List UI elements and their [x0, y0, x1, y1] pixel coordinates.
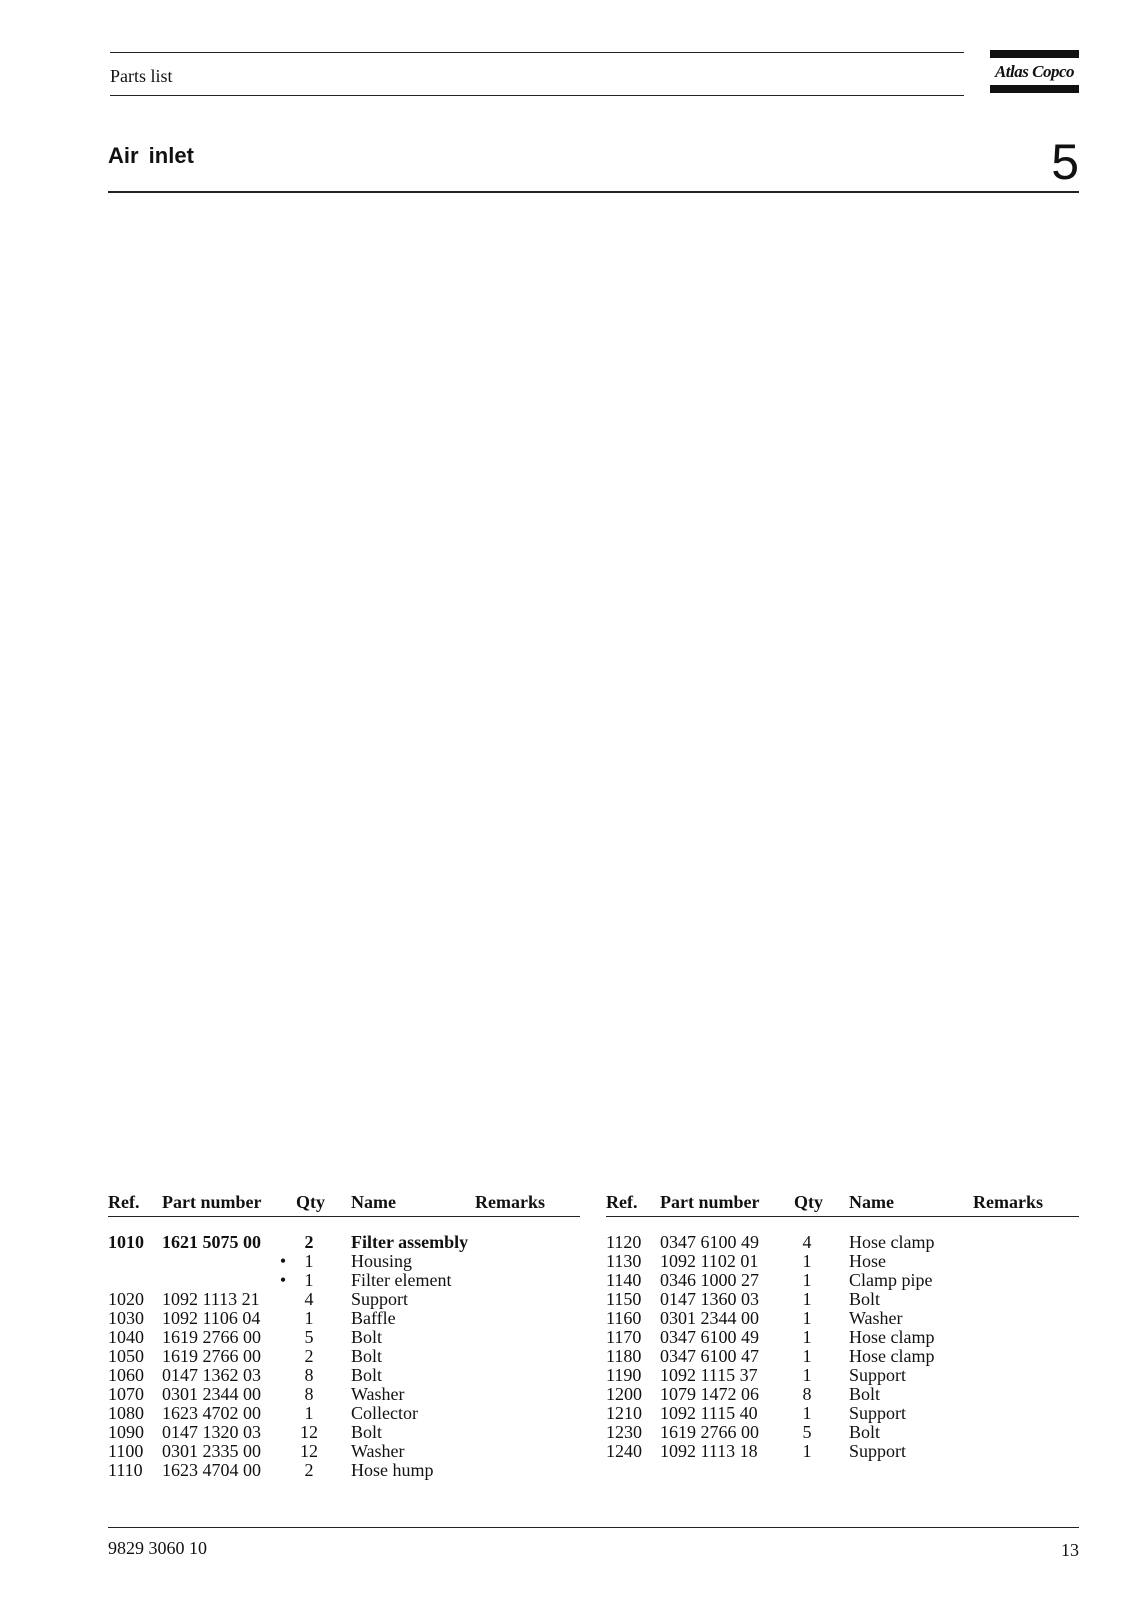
qty-cell: 1 — [304, 1251, 314, 1271]
table-row — [108, 1233, 580, 1252]
table-row — [108, 1461, 580, 1480]
qty-cell: 4 — [802, 1232, 812, 1252]
qty-cell: 8 — [304, 1365, 314, 1385]
parts-table-left — [108, 1190, 580, 1480]
ref-cell: 1040 — [108, 1327, 144, 1347]
table-row — [108, 1290, 580, 1309]
illustration-area — [108, 200, 1079, 1180]
ref-cell: 1030 — [108, 1308, 144, 1328]
part-number-cell: 1619 2766 00 — [162, 1346, 261, 1366]
table-row — [606, 1347, 1079, 1366]
table-row — [108, 1404, 580, 1423]
part-number-cell: 0347 6100 49 — [660, 1232, 759, 1252]
ref-cell: 1210 — [606, 1403, 642, 1423]
qty-cell: 4 — [304, 1289, 314, 1309]
sub-item-bullet: • — [279, 1251, 287, 1271]
ref-cell: 1180 — [606, 1346, 642, 1366]
name-cell: Clamp pipe — [849, 1270, 933, 1290]
name-cell: Support — [849, 1403, 907, 1423]
qty-cell: 1 — [802, 1441, 812, 1461]
name-cell: Collector — [351, 1403, 418, 1423]
ref-cell: 1060 — [108, 1365, 144, 1385]
qty-cell: 1 — [802, 1289, 812, 1309]
part-number-cell: 1092 1115 37 — [660, 1365, 758, 1385]
table-row — [606, 1328, 1079, 1347]
qty-cell: 1 — [304, 1270, 314, 1290]
ref-cell: 1110 — [108, 1460, 143, 1480]
table-row — [108, 1328, 580, 1347]
table-row — [606, 1366, 1079, 1385]
table-row — [606, 1385, 1079, 1404]
qty-cell: 12 — [300, 1422, 318, 1442]
name-cell: Bolt — [351, 1327, 383, 1347]
table-row — [606, 1290, 1079, 1309]
part-number-cell: 1623 4702 00 — [162, 1403, 261, 1423]
part-number-cell: 1079 1472 06 — [660, 1384, 759, 1404]
column-header-name: Name — [351, 1192, 396, 1212]
table-row — [606, 1442, 1079, 1461]
part-number-cell: 0301 2344 00 — [660, 1308, 759, 1328]
name-cell: Baffle — [351, 1308, 396, 1328]
qty-cell: 2 — [304, 1346, 314, 1366]
qty-cell: 1 — [304, 1403, 314, 1423]
ref-cell: 1160 — [606, 1308, 642, 1328]
name-cell: Housing — [351, 1251, 413, 1271]
column-header-remarks: Remarks — [475, 1192, 545, 1212]
column-header-name: Name — [849, 1192, 894, 1212]
name-cell: Washer — [351, 1384, 405, 1404]
header-top-rule — [110, 52, 964, 53]
ref-cell: 1090 — [108, 1422, 144, 1442]
qty-cell: 1 — [802, 1308, 812, 1328]
column-header-part-number: Part number — [162, 1192, 262, 1212]
ref-cell: 1240 — [606, 1441, 642, 1461]
name-cell: Hose clamp — [849, 1232, 935, 1252]
ref-cell: 1130 — [606, 1251, 642, 1271]
table-header — [606, 1190, 1079, 1217]
name-cell: Hose clamp — [849, 1346, 935, 1366]
logo-bar-top — [990, 50, 1079, 58]
part-number-cell: 1619 2766 00 — [660, 1422, 759, 1442]
qty-cell: 1 — [802, 1403, 812, 1423]
ref-cell: 1190 — [606, 1365, 642, 1385]
table-row — [108, 1366, 580, 1385]
table-row — [606, 1309, 1079, 1328]
part-number-cell: 0147 1362 03 — [162, 1365, 261, 1385]
table-row — [108, 1423, 580, 1442]
name-cell: Washer — [351, 1441, 405, 1461]
ref-cell: 1230 — [606, 1422, 642, 1442]
table-row — [108, 1385, 580, 1404]
column-header-ref: Ref. — [606, 1192, 638, 1212]
part-number-cell: 1621 5075 00 — [162, 1232, 261, 1252]
table-row — [606, 1271, 1079, 1290]
column-header-ref: Ref. — [108, 1192, 140, 1212]
ref-cell: 1200 — [606, 1384, 642, 1404]
name-cell: Support — [849, 1441, 907, 1461]
qty-cell: 5 — [304, 1327, 314, 1347]
part-number-cell: 1092 1113 21 — [162, 1289, 260, 1309]
name-cell: Bolt — [849, 1289, 881, 1309]
qty-cell: 2 — [304, 1232, 314, 1252]
column-header-qty: Qty — [296, 1192, 325, 1212]
table-row — [108, 1252, 580, 1271]
qty-cell: 1 — [802, 1327, 812, 1347]
atlas-copco-logo — [990, 50, 1079, 94]
name-cell: Support — [351, 1289, 409, 1309]
table-row — [108, 1271, 580, 1290]
part-number-cell: 0347 6100 47 — [660, 1346, 759, 1366]
qty-cell: 1 — [304, 1308, 314, 1328]
header-bottom-rule — [110, 95, 964, 96]
table-row — [108, 1347, 580, 1366]
part-number-cell: 1619 2766 00 — [162, 1327, 261, 1347]
logo-wordmark: Atlas Copco — [994, 62, 1075, 81]
name-cell: Bolt — [351, 1346, 383, 1366]
sub-item-bullet: • — [279, 1270, 287, 1290]
page-number: 13 — [1061, 1540, 1079, 1560]
ref-cell: 1150 — [606, 1289, 642, 1309]
table-row — [108, 1309, 580, 1328]
table-body — [108, 1217, 580, 1480]
ref-cell: 1020 — [108, 1289, 144, 1309]
column-header-part-number: Part number — [660, 1192, 760, 1212]
qty-cell: 8 — [802, 1384, 812, 1404]
qty-cell: 1 — [802, 1365, 812, 1385]
name-cell: Hose clamp — [849, 1327, 935, 1347]
part-number-cell: 0301 2344 00 — [162, 1384, 261, 1404]
section-number: 5 — [1051, 134, 1079, 190]
part-number-cell: 1092 1102 01 — [660, 1251, 759, 1271]
qty-cell: 2 — [304, 1460, 314, 1480]
ref-cell: 1070 — [108, 1384, 144, 1404]
name-cell: Hose hump — [351, 1460, 434, 1480]
part-number-cell: 0301 2335 00 — [162, 1441, 261, 1461]
ref-cell: 1050 — [108, 1346, 144, 1366]
part-number-cell: 1623 4704 00 — [162, 1460, 261, 1480]
part-number-cell: 1092 1113 18 — [660, 1441, 758, 1461]
name-cell: Support — [849, 1365, 907, 1385]
document-number: 9829 3060 10 — [108, 1538, 207, 1558]
part-number-cell: 1092 1106 04 — [162, 1308, 261, 1328]
qty-cell: 8 — [304, 1384, 314, 1404]
header-title: Parts list — [110, 66, 173, 86]
name-cell: Bolt — [351, 1422, 383, 1442]
part-number-cell: 0346 1000 27 — [660, 1270, 759, 1290]
qty-cell: 12 — [300, 1441, 318, 1461]
part-number-cell: 0347 6100 49 — [660, 1327, 759, 1347]
part-number-cell: 0147 1360 03 — [660, 1289, 759, 1309]
table-header — [108, 1190, 580, 1217]
part-number-cell: 0147 1320 03 — [162, 1422, 261, 1442]
table-row — [606, 1233, 1079, 1252]
table-row — [108, 1442, 580, 1461]
ref-cell: 1170 — [606, 1327, 642, 1347]
name-cell: Washer — [849, 1308, 903, 1328]
table-row — [606, 1252, 1079, 1271]
name-cell: Hose — [849, 1251, 886, 1271]
logo-bar-bottom — [990, 85, 1079, 93]
table-row — [606, 1423, 1079, 1442]
ref-cell: 1100 — [108, 1441, 144, 1461]
ref-cell: 1080 — [108, 1403, 144, 1423]
name-cell: Bolt — [849, 1422, 881, 1442]
part-number-cell: 1092 1115 40 — [660, 1403, 758, 1423]
section-title-rule — [108, 191, 1079, 193]
name-cell: Bolt — [849, 1384, 881, 1404]
ref-cell: 1120 — [606, 1232, 642, 1252]
parts-table-right — [606, 1190, 1079, 1461]
qty-cell: 1 — [802, 1270, 812, 1290]
name-cell: Filter assembly — [351, 1232, 469, 1252]
qty-cell: 5 — [802, 1422, 812, 1442]
column-header-remarks: Remarks — [973, 1192, 1043, 1212]
footer-rule — [108, 1527, 1079, 1528]
table-row — [606, 1404, 1079, 1423]
ref-cell: 1010 — [108, 1232, 144, 1252]
section-title: Air inlet — [108, 143, 194, 168]
column-header-qty: Qty — [794, 1192, 823, 1212]
qty-cell: 1 — [802, 1346, 812, 1366]
qty-cell: 1 — [802, 1251, 812, 1271]
name-cell: Bolt — [351, 1365, 383, 1385]
ref-cell: 1140 — [606, 1270, 642, 1290]
name-cell: Filter element — [351, 1270, 452, 1290]
table-body — [606, 1217, 1079, 1461]
